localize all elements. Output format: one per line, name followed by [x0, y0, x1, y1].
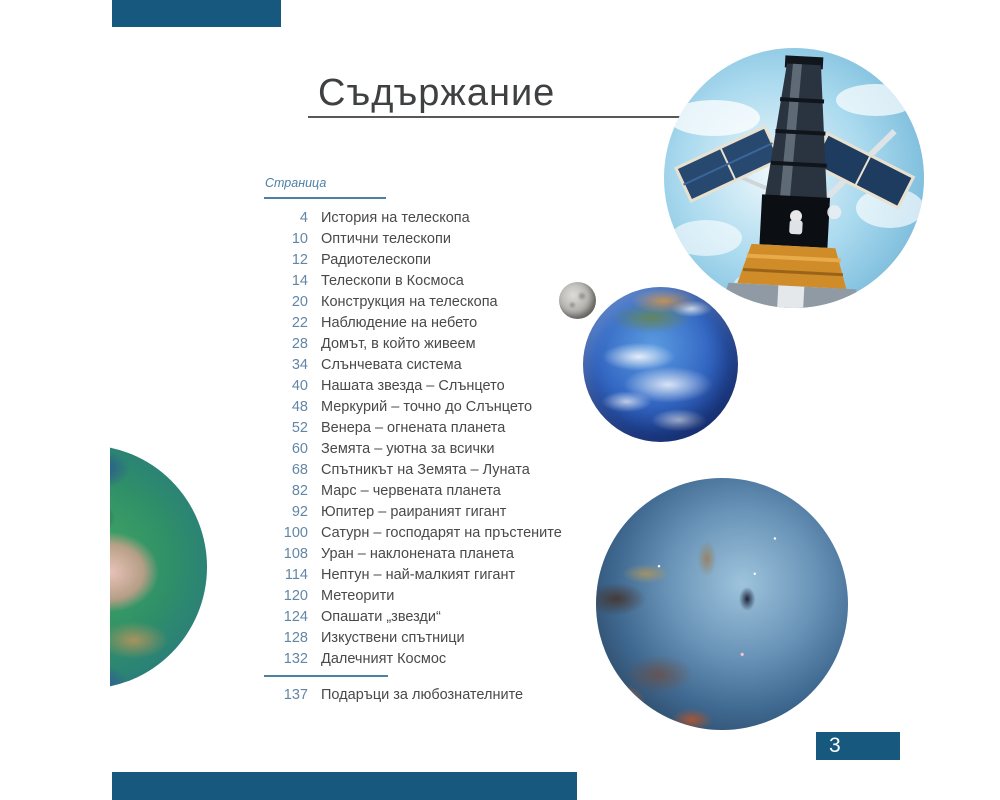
toc-row [264, 312, 604, 333]
nebula-image [596, 478, 848, 730]
toc-row [264, 522, 604, 543]
toc-page-number: 108 [283, 545, 308, 562]
toc-row [264, 354, 604, 375]
toc-page-number: 40 [291, 377, 308, 394]
toc-entry-title: Подаръци за любознателните [321, 686, 524, 703]
toc-entry-title: Конструкция на телескопа [321, 293, 498, 310]
page-title: Съдържание [318, 72, 556, 114]
hubble-telescope-illustration [664, 48, 924, 308]
toc-row [264, 228, 604, 249]
page-number: 3 [829, 734, 841, 757]
hubble-telescope-image [664, 48, 924, 308]
toc-entry-title: Меркурий – точно до Слънцето [321, 398, 533, 415]
toc-page-number: 34 [291, 356, 308, 373]
toc-entry-title: Опашати „звезди“ [321, 608, 441, 625]
toc-entry-title: Венера – огнената планета [321, 419, 506, 436]
venus-image [110, 445, 207, 689]
toc-divider [264, 675, 388, 677]
toc-page-number: 20 [291, 293, 308, 310]
toc-row [264, 207, 604, 228]
toc-entry-title: Спътникът на Земята – Луната [321, 461, 530, 478]
toc-page-number: 137 [283, 686, 308, 703]
top-accent-bar [112, 0, 281, 27]
toc-page-number: 124 [283, 608, 308, 625]
toc-row [264, 480, 604, 501]
toc-row [264, 291, 604, 312]
toc-page-number: 120 [283, 587, 308, 604]
toc-entry-title: Домът, в който живеем [321, 335, 476, 352]
toc-row [264, 501, 604, 522]
page-number-box [816, 732, 900, 760]
toc-page-number: 28 [291, 335, 308, 352]
toc-page-number: 82 [291, 482, 308, 499]
toc-page-number: 132 [283, 650, 308, 667]
venus-image-clip [110, 445, 210, 689]
toc-footer-row [264, 684, 604, 705]
toc-entry-title: Уран – наклонената планета [321, 545, 514, 562]
toc-entry-title: Наблюдение на небето [321, 314, 478, 331]
toc-page-number: 92 [291, 503, 308, 520]
toc-page-number: 12 [291, 251, 308, 268]
toc-entry-title: Далечният Космос [321, 650, 447, 667]
toc-page-number: 68 [291, 461, 308, 478]
toc-page-number: 48 [291, 398, 308, 415]
toc-row [264, 564, 604, 585]
toc-page-number: 4 [299, 209, 308, 226]
toc-row [264, 396, 604, 417]
toc-row [264, 627, 604, 648]
toc-entry-title: Нептун – най-малкият гигант [321, 566, 516, 583]
toc-entry-title: Марс – червената планета [321, 482, 501, 499]
toc-row [264, 459, 604, 480]
toc-row [264, 375, 604, 396]
toc-page-number: 10 [291, 230, 308, 247]
toc-row [264, 249, 604, 270]
toc-entry-title: Оптични телескопи [321, 230, 451, 247]
toc-page-number: 100 [283, 524, 308, 541]
toc-page-number: 128 [283, 629, 308, 646]
toc-entry-title: Слънчевата система [321, 356, 462, 373]
toc-row [264, 585, 604, 606]
toc-page-number: 52 [291, 419, 308, 436]
toc-page-number: 114 [284, 566, 308, 583]
toc-entry-title: Радиотелескопи [321, 251, 431, 268]
page-column-label: Страница [265, 176, 327, 190]
toc-entry-title: Изкуствени спътници [321, 629, 465, 646]
toc-row [264, 543, 604, 564]
toc-entry-title: Нашата звезда – Слънцето [321, 377, 505, 394]
toc-row [264, 270, 604, 291]
toc-row [264, 417, 604, 438]
page-column-underline [264, 197, 386, 199]
toc-entry-title: Юпитер – раираният гигант [321, 503, 507, 520]
toc-entry-title: Метеорити [321, 587, 395, 604]
toc-row [264, 606, 604, 627]
toc-row [264, 684, 604, 705]
toc-entry-title: История на телескопа [321, 209, 470, 226]
bottom-accent-bar [112, 772, 577, 800]
toc-row [264, 438, 604, 459]
title-underline [308, 116, 710, 118]
toc-row [264, 648, 604, 669]
toc-entry-title: Сатурн – господарят на пръстените [321, 524, 562, 541]
toc-page-number: 22 [291, 314, 308, 331]
toc-page-number: 60 [291, 440, 308, 457]
toc-page-number: 14 [291, 272, 308, 289]
earth-image [583, 287, 738, 442]
toc-list [264, 207, 604, 669]
toc-row [264, 333, 604, 354]
toc-entry-title: Телескопи в Космоса [321, 272, 464, 289]
toc-entry-title: Земята – уютна за всички [321, 440, 495, 457]
